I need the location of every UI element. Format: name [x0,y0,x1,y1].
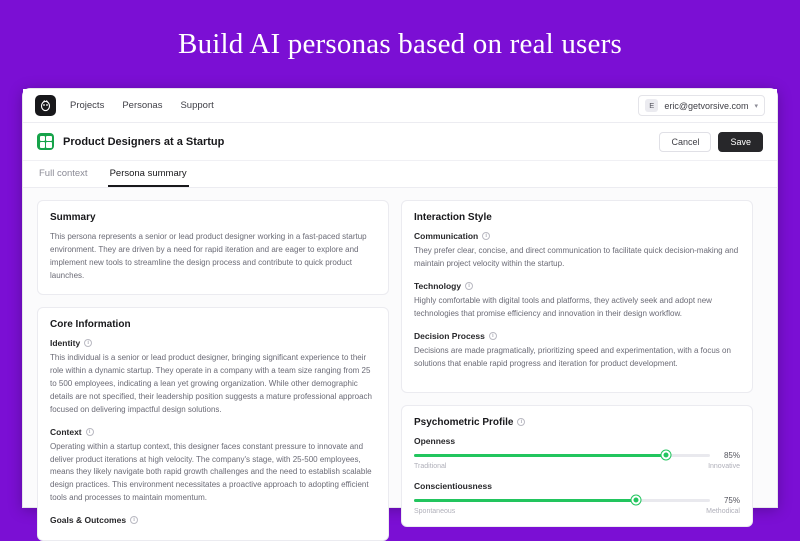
trait-conscientiousness-fill [414,499,636,502]
chevron-down-icon: ▾ [754,102,758,110]
interaction-section-technology-label [414,281,740,291]
core-section-identity-label [50,338,376,348]
page-title: Build AI personas based on real users [178,28,622,60]
core-section-goals-outcomes-text: Goals & Outcomes [50,515,127,526]
nav-link-projects[interactable]: Projects [70,100,105,111]
info-icon[interactable]: i [465,282,473,290]
trait-conscientiousness-left-label: Spontaneous [414,507,456,515]
content-area [23,188,777,526]
save-button[interactable]: Save [718,132,763,152]
interaction-section-communication-body: They prefer clear, concise, and direct communication to facilitate quick decision-making and maintain project velocity within the startup. [414,246,739,268]
trait-openness-slider[interactable] [414,451,740,460]
tab-persona-summary[interactable]: Persona summary [108,161,189,187]
interaction-section-technology-body: Highly comfortable with digital tools and platforms, they actively seek and adopt new technologies that promise efficiency and innovation in their design workflow. [414,295,712,318]
interaction-style-card [401,200,753,393]
trait-openness-knob[interactable] [661,451,670,460]
core-section-context [50,427,376,506]
trait-openness-header [414,436,740,446]
core-section-identity-text: Identity [50,337,81,348]
info-icon[interactable]: i [86,428,94,436]
trait-openness-track[interactable] [414,454,710,457]
top-navigation-bar [23,89,777,123]
psychometric-profile-title-text: Psychometric Profile [414,416,514,428]
persona-grid-icon [37,133,54,150]
trait-openness [414,436,740,470]
trait-conscientiousness-value: 75% [723,495,740,505]
app-logo-icon[interactable] [35,95,56,116]
info-icon[interactable]: i [84,339,92,347]
core-section-context-text: Context [50,426,82,437]
interaction-section-technology-text: Technology [414,280,462,291]
summary-card-title: Summary [50,212,96,223]
interaction-section-decision-process-body: Decisions are made pragmatically, prioritizing speed and experimentation, with a focus on solutions that enable rapid progress and iteration for product development. [414,345,731,368]
core-section-identity [50,338,376,417]
persona-title: Product Designers at a Startup [63,135,225,148]
interaction-section-decision-process-text: Decision Process [414,330,485,341]
cancel-button[interactable]: Cancel [659,132,711,152]
trait-openness-fill [414,454,666,457]
info-icon[interactable]: i [517,418,525,426]
interaction-section-decision-process-label [414,331,740,341]
info-icon[interactable]: i [489,332,497,340]
interaction-section-communication-text: Communication [414,231,479,241]
avatar: E [645,99,658,112]
info-icon[interactable]: i [482,232,490,240]
psychometric-profile-card [401,405,753,527]
user-email-label: eric@getvorsive.com [664,100,749,111]
psychometric-profile-card-title [414,417,740,428]
interaction-style-card-title: Interaction Style [414,212,492,223]
trait-openness-right-label: Innovative [708,462,740,470]
core-section-goals-outcomes-label [50,515,376,525]
tab-full-context[interactable]: Full context [39,168,88,179]
trait-openness-value: 85% [723,450,740,460]
core-section-identity-body: This individual is a senior or lead product designer, bringing significant experience to their role within a dynamic startup. They operate in a company with a team size ranging from 25 to 500 employees, indicating a lean yet growing organization. While other demographic details are not specified, their leadership position suggests a mature professional approach focused on delivering impactful design solutions. [50,352,372,414]
interaction-section-communication [414,231,740,271]
trait-conscientiousness-knob[interactable] [632,496,641,505]
top-navigation-right [638,95,765,116]
trait-conscientiousness-slider[interactable] [414,496,740,505]
right-column [401,200,753,515]
trait-conscientiousness-track[interactable] [414,499,710,502]
core-section-goals-outcomes [50,515,376,525]
core-information-card-title: Core Information [50,318,131,330]
left-column [37,200,389,526]
core-information-card [37,307,389,541]
title-bar-actions [659,132,763,152]
trait-conscientiousness [414,481,740,515]
trait-openness-left-label: Traditional [414,462,447,470]
core-section-context-label [50,427,376,437]
trait-conscientiousness-label: Conscientiousness [414,480,492,491]
user-account-menu[interactable] [638,95,765,116]
primary-nav-links [70,100,214,111]
nav-link-support[interactable]: Support [180,100,214,111]
trait-conscientiousness-header [414,481,740,491]
nav-link-personas[interactable]: Personas [122,100,163,111]
persona-title-bar [23,123,777,161]
interaction-section-decision-process [414,331,740,371]
trait-openness-scale-labels [414,463,740,470]
trait-conscientiousness-right-label: Methodical [706,507,740,515]
info-icon[interactable]: i [130,516,138,524]
tab-bar [23,161,777,188]
summary-card [37,200,389,295]
app-window [22,88,778,526]
trait-openness-label: Openness [414,435,456,446]
trait-conscientiousness-scale-labels [414,508,740,515]
interaction-section-technology [414,281,740,321]
core-section-context-body: Operating within a startup context, this designer faces constant pressure to innovate and deliver product iterations at high velocity. The company's stage, with 25-500 employees, means they likely navigate both rapid growth challenges and the need to establish scalable design practices. This environment necessitates a proactive approach to adopting efficient tools and processes to maintain momentum. [50,441,372,503]
interaction-section-communication-label [414,231,740,241]
summary-card-body: This persona represents a senior or lead product designer working in a fast-paced startup environment. They are driven by a need for rapid iteration and are eager to explore and implement new tools to streamline the design process and contribute to quick product launches. [50,232,367,280]
